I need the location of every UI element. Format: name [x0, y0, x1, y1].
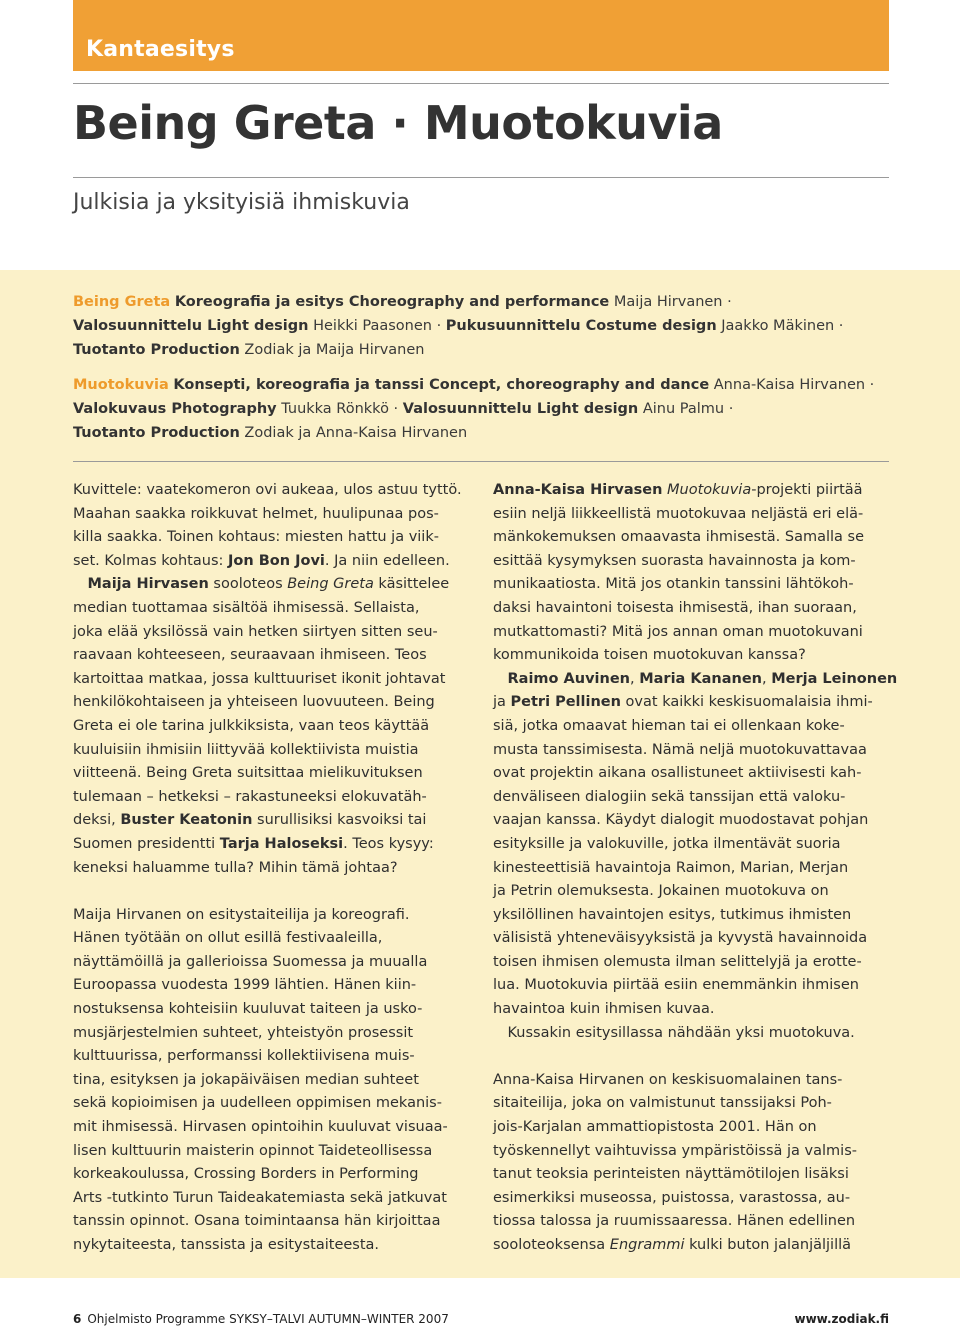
text-line [73, 597, 473, 621]
text-run: ja Petrin olemuksesta. Jokainen muotokuva on [493, 883, 829, 900]
text-line [493, 786, 893, 810]
credits-being-greta [73, 290, 889, 362]
text-line [73, 290, 889, 314]
text-run: Ainu Palmu · [638, 401, 734, 417]
text-line [73, 550, 473, 574]
text-run: mänkokemuksen omaavasta ihmisestä. Samalla se [493, 529, 865, 546]
page-title: Being Greta · Muotokuvia [73, 96, 723, 150]
text-line [73, 1069, 473, 1093]
text-run: musta tanssimisesta. Nämä neljä muotokuvattavaa [493, 741, 867, 758]
website-link[interactable]: www.zodiak.fi [794, 1312, 889, 1326]
text-run: kommunikoida toisen muotokuvan kanssa? [493, 647, 806, 664]
text-line [73, 739, 473, 763]
text-run: työskennellyt vaihtuvissa ympäristöissä ja valmis- [493, 1142, 857, 1159]
bold-run: Koreografia ja esitys Choreography and performance [174, 294, 610, 310]
italic-run: Being Greta [287, 576, 374, 593]
text-run: Suomen presidentti [73, 835, 220, 852]
text-run: siä, jotka omaavat hieman tai ei ollenkaan koke- [493, 717, 845, 734]
text-line [73, 1187, 473, 1211]
text-line [73, 1045, 473, 1069]
text-run: nostuksensa kohteisiin kuuluvat taiteen ja usko- [73, 1001, 423, 1018]
text-line [73, 951, 473, 975]
text-line [73, 1210, 473, 1234]
bold-run: Maija Hirvasen [87, 576, 209, 593]
text-line [493, 1163, 893, 1187]
text-run: sooloteos [208, 576, 288, 593]
text-line [73, 762, 473, 786]
bold-run: Konsepti, koreografia ja tanssi Concept, choreography and dance [173, 377, 710, 393]
text-run: sooloteoksensa [493, 1237, 610, 1253]
text-line [493, 880, 893, 904]
bold-run: Valokuvaus Photography [73, 401, 277, 417]
text-run: munikaatiosta. Mitä jos otankin tanssini lähtökoh- [493, 576, 854, 593]
text-line [73, 809, 473, 833]
text-line [493, 550, 893, 574]
text-line [493, 904, 893, 928]
text-line [493, 809, 893, 833]
text-run: esimerkiksi museossa, puistossa, varastossa, au- [493, 1189, 851, 1206]
footer-left [73, 1312, 449, 1326]
text-line [73, 1022, 473, 1046]
text-line [73, 644, 473, 668]
text-line [493, 621, 893, 645]
text-line [73, 974, 473, 998]
text-line [73, 503, 473, 527]
text-run: keneksi haluamme tulla? Mihin tämä johtaa? [73, 859, 398, 876]
text-line [493, 974, 893, 998]
text-run: Maija Hirvanen on esitystaiteilija ja koreografi. [73, 906, 410, 923]
text-line [73, 1140, 473, 1164]
italic-run: Engrammi [609, 1237, 685, 1253]
text-run: Jaakko Mäkinen · [716, 318, 844, 334]
text-run: kartoittaa matkaa, jossa kulttuuriset ikonit johtavat [73, 670, 446, 687]
text-line [493, 526, 893, 550]
text-run: yksilöllinen havaintojen esitys, tutkimus ihmisten [493, 906, 852, 923]
text-run: Zodiak ja Anna-Kaisa Hirvanen [239, 425, 468, 441]
text-line [73, 833, 473, 857]
text-run: tulemaan – hetkeksi – rakastuneeksi elokuvatäh- [73, 788, 427, 805]
bold-run: Raimo Auvinen [507, 670, 630, 687]
bold-run: Merja Leinonen [771, 670, 898, 687]
bold-run: Tuotanto Production [73, 425, 240, 441]
text-run: Anna-Kaisa Hirvanen · [709, 377, 875, 393]
text-run: -projekti piirtää [751, 482, 863, 498]
section-header-bar [73, 0, 889, 71]
text-line [493, 479, 893, 503]
text-run: lisen kulttuurin maisterin opinnot Taideteollisessa [73, 1142, 433, 1159]
text-run [493, 671, 508, 687]
text-run: mutkattomasti? Mitä jos annan oman muotokuvani [493, 623, 863, 640]
bold-run: Petri Pellinen [510, 694, 621, 711]
text-line [73, 1092, 473, 1116]
text-run: median tuottamaa sisältöä ihmisessä. Sellaista, [73, 599, 420, 616]
text-run: ja [493, 694, 511, 711]
text-run: lua. Muotokuvia piirtää esiin enemmänkin ihmisen [493, 977, 859, 994]
publication-name: Ohjelmisto Programme SYKSY–TALVI AUTUMN–WINTER 2007 [87, 1312, 449, 1326]
text-line [73, 1116, 473, 1140]
bold-run: Valosuunnittelu Light design [402, 401, 639, 417]
text-line [73, 857, 473, 881]
text-line [73, 691, 473, 715]
text-run: kuuluisiin ihmisiin liittyvää kollektiivista muistia [73, 741, 419, 758]
text-line [73, 479, 473, 503]
text-line [493, 1187, 893, 1211]
credit-heading: Being Greta [73, 294, 171, 310]
text-run: Kuvittele: vaatekomeron ovi aukeaa, ulos astuu tyttö. [73, 482, 462, 498]
text-run: joka elää yksilössä vain hetken siirtyen sitten seu- [73, 623, 438, 640]
text-run: Euroopassa vuodesta 1999 lähtien. Hänen kiin- [73, 977, 417, 994]
text-line [493, 691, 893, 715]
text-line [493, 1210, 893, 1234]
text-run: näyttämöillä ja gallerioissa Suomessa ja muualla [73, 953, 428, 970]
text-run [73, 576, 88, 592]
text-run: esiin neljä liikkeellistä muotokuvaa neljästä eri elä- [493, 505, 864, 522]
text-line [493, 668, 898, 692]
text-run: tanut teoksia perinteisten näyttämötilojen lisäksi [493, 1166, 849, 1183]
text-run: viitteenä. Being Greta suitsittaa mielikuvituksen [73, 765, 423, 782]
text-run: Heikki Paasonen · [308, 318, 446, 334]
text-line [493, 1022, 893, 1046]
text-run: sitaiteilija, joka on valmistunut tanssijaksi Poh- [493, 1095, 832, 1112]
text-run: . Teos kysyy: [343, 835, 434, 852]
text-run: tina, esityksen ja jokapäiväisen median suhteet [73, 1071, 419, 1088]
text-line [493, 1069, 893, 1093]
text-line [493, 951, 893, 975]
text-line [73, 397, 889, 421]
text-line [73, 621, 473, 645]
text-line [73, 526, 473, 550]
text-line [73, 998, 473, 1022]
credit-heading: Muotokuvia [73, 377, 169, 393]
text-line [73, 421, 889, 445]
divider [73, 177, 889, 178]
text-run: tanssin opinnot. Osana toimintaansa hän kirjoittaa [73, 1213, 441, 1230]
text-run: Maija Hirvanen · [609, 294, 732, 310]
text-run: tiossa talossa ja ruumissaaressa. Hänen edellinen [493, 1213, 856, 1230]
text-run: surullisiksi kasvoiksi tai [252, 812, 427, 829]
text-run: nykytaiteesta, tanssista ja esitystaiteesta. [73, 1237, 380, 1253]
text-run: . Ja niin edelleen. [324, 552, 450, 569]
text-line [73, 1163, 473, 1187]
text-run: jois-Karjalan ammattiopistosta 2001. Hän on [493, 1119, 817, 1136]
text-line [73, 373, 889, 397]
article-column-right [493, 479, 898, 1258]
article-column-left [73, 479, 473, 1258]
text-line [493, 573, 893, 597]
text-line [493, 1234, 893, 1258]
text-run: henkilökohtaiseen ja yhteiseen luovuuteen. Being [73, 694, 435, 711]
text-line [493, 1092, 893, 1116]
bold-run: Valosuunnittelu Light design [73, 318, 309, 334]
text-run: kulki buton jalanjäljillä [684, 1237, 852, 1253]
text-line [493, 857, 893, 881]
bold-run: Maria Kananen [639, 670, 762, 687]
text-line [493, 597, 893, 621]
text-run: musjärjestelmien suhteet, yhteistyön prosessit [73, 1024, 414, 1041]
text-run: mit ihmisessä. Hirvasen opintoihin kuuluvat visuaa- [73, 1119, 448, 1136]
text-line [73, 668, 473, 692]
text-run: välisistä yhteneväisyyksistä ja kyvystä havainnoida [493, 930, 868, 947]
credits-muotokuvia [73, 373, 889, 445]
text-line [493, 1045, 893, 1069]
text-line [73, 880, 473, 904]
text-run: , [630, 670, 640, 687]
text-line [73, 338, 889, 362]
text-line [493, 833, 893, 857]
text-run: käsittelee [373, 576, 450, 593]
text-run: sekä kopioimisen ja uudelleen oppimisen mekanis- [73, 1095, 442, 1112]
text-line [493, 927, 893, 951]
text-run: Zodiak ja Maija Hirvanen [239, 342, 425, 358]
text-line [493, 739, 893, 763]
text-run: esityksille ja valokuville, jotka ilmentävät suoria [493, 835, 841, 852]
text-run: toisen ihmisen olemusta ilman selittelyjä ja erotte- [493, 953, 862, 970]
text-run: korkeakoulussa, Crossing Borders in Performing [73, 1166, 419, 1183]
text-line [493, 644, 893, 668]
text-run: Hänen työtään on ollut esillä festivaaleilla, [73, 930, 383, 947]
text-run: set. Kolmas kohtaus: [73, 552, 228, 569]
text-line [73, 927, 473, 951]
text-line [493, 503, 893, 527]
divider [73, 461, 889, 462]
bold-run: Tarja Haloseksi [219, 835, 344, 852]
italic-run: Muotokuvia [667, 482, 752, 498]
text-run: raavaan kohteeseen, seuraavaan ihmiseen. Teos [73, 647, 427, 664]
text-run: ovat projektin aikana osallistuneet aktiivisesti kah- [493, 765, 862, 782]
text-run: daksi havaintoni toisesta ihmisestä, ihan suoraan, [493, 599, 857, 616]
bold-run: Anna-Kaisa Hirvasen [493, 482, 663, 498]
text-line [493, 715, 893, 739]
text-run: deksi, [73, 812, 121, 829]
text-line [493, 762, 893, 786]
text-run: Greta ei ole tarina julkkiksista, vaan teos käyttää [73, 717, 430, 734]
bold-run: Jon Bon Jovi [228, 552, 325, 569]
page-subtitle: Julkisia ja yksityisiä ihmiskuvia [73, 190, 410, 215]
text-run: kulttuurissa, performanssi kollektiivisena muis- [73, 1048, 415, 1065]
text-run: kinesteettisiä havaintoja Raimon, Marian, Merjan [493, 859, 849, 876]
text-line [73, 314, 889, 338]
text-line [73, 573, 473, 597]
text-run: Tuukka Rönkkö · [276, 401, 403, 417]
text-run: Maahan saakka roikkuvat helmet, huulipunaa pos- [73, 505, 439, 522]
text-line [73, 786, 473, 810]
text-run: esittää kysymyksen suorasta havainnosta ja kom- [493, 552, 856, 569]
text-run: denväliseen dialogiin sekä tanssijan että valoku- [493, 788, 846, 805]
bold-run: Tuotanto Production [73, 342, 240, 358]
text-run: Arts -tutkinto Turun Taideakatemiasta sekä jatkuvat [73, 1189, 447, 1206]
text-run: killa saakka. Toinen kohtaus: miesten hattu ja viik- [73, 529, 439, 546]
text-run: Kussakin esitysillassa nähdään yksi muotokuva. [493, 1024, 855, 1041]
text-run: , [762, 670, 772, 687]
text-run: Anna-Kaisa Hirvanen on keskisuomalainen tans- [493, 1071, 843, 1088]
bold-run: Pukusuunnittelu Costume design [445, 318, 717, 334]
text-line [493, 1116, 893, 1140]
text-run: havaintoa kuin ihmisen kuvaa. [493, 1001, 715, 1018]
divider [73, 83, 889, 84]
text-run: ovat kaikki keskisuomalaisia ihmi- [620, 694, 873, 711]
text-line [73, 1234, 473, 1258]
text-line [73, 715, 473, 739]
section-label: Kantaesitys [86, 37, 235, 62]
text-line [493, 1140, 893, 1164]
bold-run: Buster Keatonin [120, 812, 253, 829]
page-number: 6 [73, 1312, 82, 1326]
text-run: vaajan kanssa. Käydyt dialogit muodostavat pohjan [493, 812, 869, 829]
text-line [73, 904, 473, 928]
text-line [493, 998, 893, 1022]
